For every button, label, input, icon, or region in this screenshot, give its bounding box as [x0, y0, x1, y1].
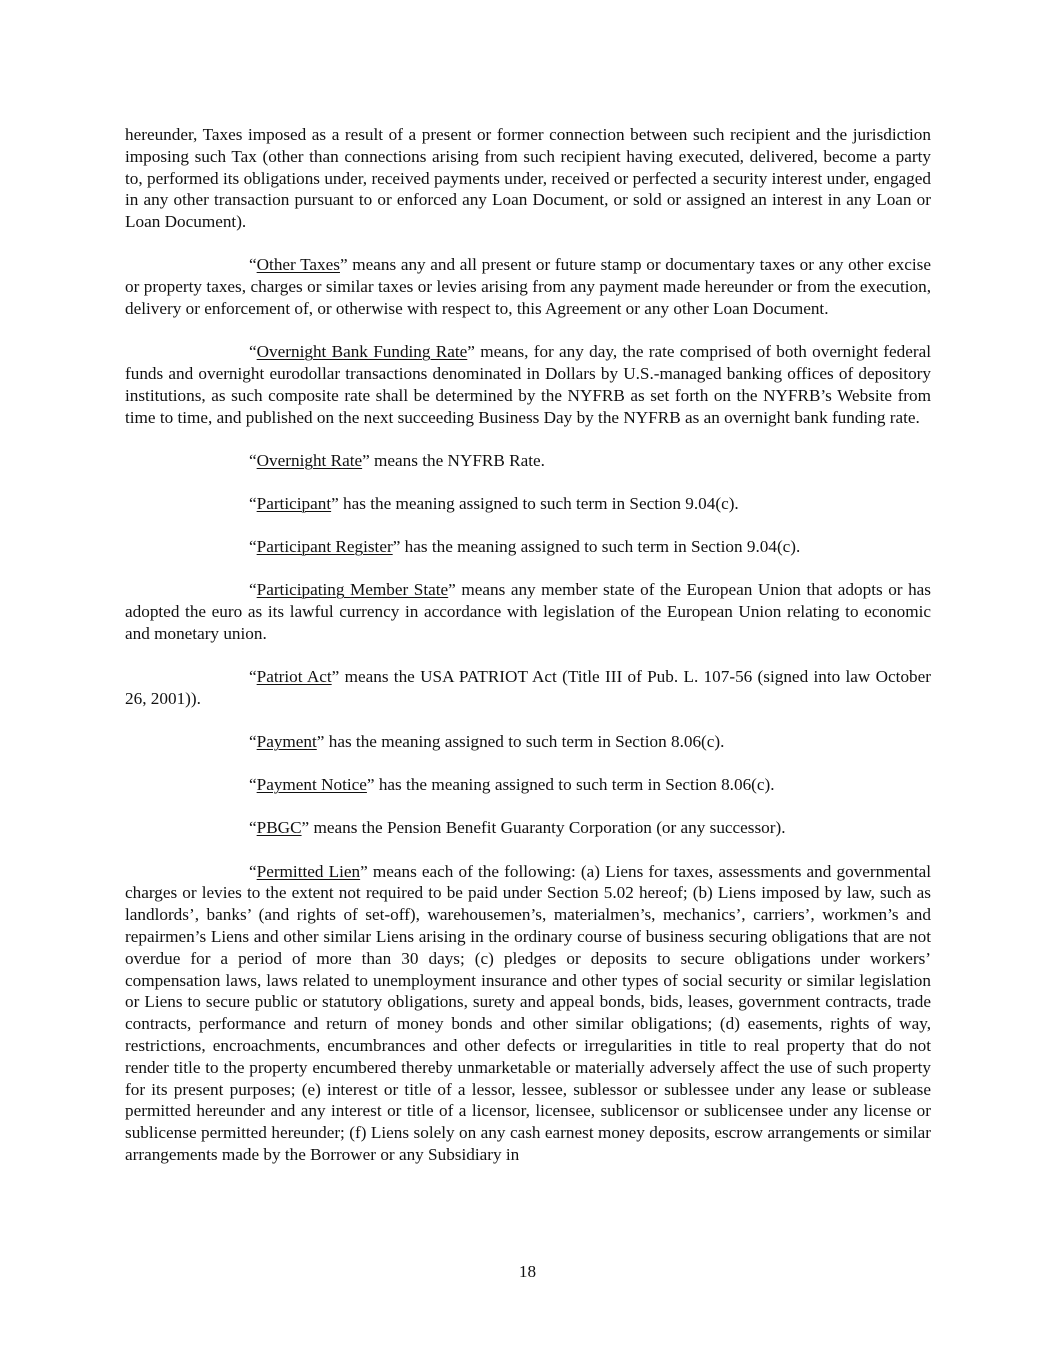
definition-text: ” means each of the following: (a) Liens for taxes, assessments and governmental charges or levies to the extent not required to be paid under Section 5.02 hereof; (b) Liens imposed by law, such as landlords’, banks’ (and rights of set-off), warehousemen’s, materialmen’s, mechanics’, carriers’, workmen’s and repairmen’s Liens and other similar Liens arising in the ordinary course of business securing obligations that are not overdue for a period of more than 30 days; (c) pledges or deposits to secure obligations under workers’ compensation laws, laws related to unemployment insurance and other types of social security or similar legislation or Liens to secure public or statutory obligations, surety and appeal bonds, bids, leases, government contracts, trade contracts, performance and return of money bonds and other similar obligations; (d) easements, rights of way, restrictions, encroachments, encumbrances and other defects or irregularities in title to real property that do not render title to the property encumbered thereby unmarketable or materially adversely affect the use of such property for its present purposes; (e) interest or title of a lessor, lessee, sublessor or sublessee under any lease or sublease permitted hereunder and any interest or title of a licensor, licensee, sublicensor or sublicensee under any license or sublicense permitted hereunder; (f) Liens solely on any cash earnest money deposits, escrow arrangements or similar arrangements made by the Borrower or any Subsidiary in: [125, 861, 931, 1164]
definition-payment-notice: “Payment Notice” has the meaning assigned to such term in Section 8.06(c).: [249, 775, 775, 795]
defined-term: Payment: [256, 732, 317, 752]
defined-term: Participant: [256, 493, 332, 513]
definition-text: ” means the NYFRB Rate.: [362, 450, 545, 470]
defined-term: PBGC: [256, 818, 302, 838]
definition-participant-register: “Participant Register” has the meaning assigned to such term in Section 9.04(c).: [249, 537, 801, 557]
defined-term: Patriot Act: [256, 667, 332, 687]
defined-term: Participating Member State: [256, 580, 449, 600]
defined-term: Participant Register: [256, 537, 393, 557]
definition-text: ” means, for any day, the rate comprised of both overnight federal funds and overnight eurodollar transactions denominated in Dollars by U.S.-managed banking offices of depository institutions, as such composite rate shall be determined by the NYFRB as set forth on the NYFRB’s Website from time to time, and published on the next succeeding Business Day by the NYFRB as an overnight bank funding rate.: [125, 342, 931, 427]
definition-text: ” means any member state of the European Union that adopts or has adopted the euro as its lawful currency in accordance with legislation of the European Union relating to economic and monetary union.: [125, 580, 931, 643]
continuation-paragraph: hereunder, Taxes imposed as a result of a present or former connection between such recipient and the jurisdiction imposing such Tax (other than connections arising from such recipient having executed, delivered, become a party to, performed its obligations under, received payments under, received or perfected a security interest under, engaged in any other transaction pursuant to or enforced any Loan Document, or sold or assigned an interest in any Loan or Loan Document).: [125, 125, 931, 232]
definition-text: ” has the meaning assigned to such term in Section 9.04(c).: [331, 493, 739, 513]
definition-participating-member-state: “Participating Member State” means any member state of the European Union that adopts or has adopted the euro as its lawful currency in accordance with legislation of the European Union relating to economic and monetary union.: [125, 580, 931, 643]
page-number: 18: [518, 1262, 537, 1281]
definition-text: ” has the meaning assigned to such term in Section 8.06(c).: [316, 732, 725, 752]
definition-text: ” means any and all present or future stamp or documentary taxes or any other excise or property taxes, charges or similar taxes or levies arising from any payment made hereunder or from the execution, delivery or enforcement of, or otherwise with respect to, this Agreement or any other Loan Document.: [125, 255, 931, 318]
definition-payment: “Payment” has the meaning assigned to such term in Section 8.06(c).: [249, 732, 725, 752]
defined-term: Overnight Bank Funding Rate: [256, 342, 468, 362]
defined-term: Payment Notice: [256, 775, 367, 795]
defined-term: Other Taxes: [256, 255, 340, 275]
definition-text: ” means the USA PATRIOT Act (Title III of Pub. L. 107-56 (signed into law October 26, 2001)).: [125, 667, 931, 708]
definition-overnight-bank-funding-rate: “Overnight Bank Funding Rate” means, for any day, the rate comprised of both overnight federal funds and overnight eurodollar transactions denominated in Dollars by U.S.-managed banking offices of depository institutions, as such composite rate shall be determined by the NYFRB as set forth on the NYFRB’s Website from time to time, and published on the next succeeding Business Day by the NYFRB as an overnight bank funding rate.: [125, 342, 931, 427]
definition-text: ” has the meaning assigned to such term in Section 8.06(c).: [366, 775, 775, 795]
definition-participant: “Participant” has the meaning assigned to such term in Section 9.04(c).: [249, 493, 739, 513]
definition-patriot-act: “Patriot Act” means the USA PATRIOT Act (Title III of Pub. L. 107-56 (signed into law October 26, 2001)).: [125, 667, 931, 708]
definition-other-taxes: “Other Taxes” means any and all present or future stamp or documentary taxes or any other excise or property taxes, charges or similar taxes or levies arising from any payment made hereunder or from the execution, delivery or enforcement of, or otherwise with respect to, this Agreement or any other Loan Document.: [125, 255, 931, 318]
definition-text: ” has the meaning assigned to such term in Section 9.04(c).: [392, 537, 801, 557]
definition-permitted-lien: “Permitted Lien” means each of the following: (a) Liens for taxes, assessments and governmental charges or levies to the extent not required to be paid under Section 5.02 hereof; (b) Liens imposed by law, such as landlords’, banks’ (and rights of set-off), warehousemen’s, materialmen’s, mechanics’, carriers’, workmen’s and repairmen’s Liens and other similar Liens arising in the ordinary course of business securing obligations that are not overdue for a period of more than 30 days; (c) pledges or deposits to secure obligations under workers’ compensation laws, laws related to unemployment insurance and other types of social security or similar legislation or Liens to secure public or statutory obligations, surety and appeal bonds, bids, leases, government contracts, trade contracts, performance and return of money bonds and other similar obligations; (d) easements, rights of way, restrictions, encroachments, encumbrances and other defects or irregularities in title to real property that do not render title to the property encumbered thereby unmarketable or materially adversely affect the use of such property for its present purposes; (e) interest or title of a lessor, lessee, sublessor or sublessee under any lease or sublease permitted hereunder and any interest or title of a licensor, licensee, sublicensor or sublicensee under any license or sublicense permitted hereunder; (f) Liens solely on any cash earnest money deposits, escrow arrangements or similar arrangements made by the Borrower or any Subsidiary in: [125, 861, 931, 1164]
defined-term: Permitted Lien: [256, 861, 361, 881]
document-body: [125, 124, 931, 1187]
defined-term: Overnight Rate: [256, 450, 363, 470]
definition-pbgc: “PBGC” means the Pension Benefit Guaranty Corporation (or any successor).: [249, 818, 786, 838]
definition-overnight-rate: “Overnight Rate” means the NYFRB Rate.: [249, 450, 545, 470]
definition-text: ” means the Pension Benefit Guaranty Corporation (or any successor).: [301, 818, 786, 838]
